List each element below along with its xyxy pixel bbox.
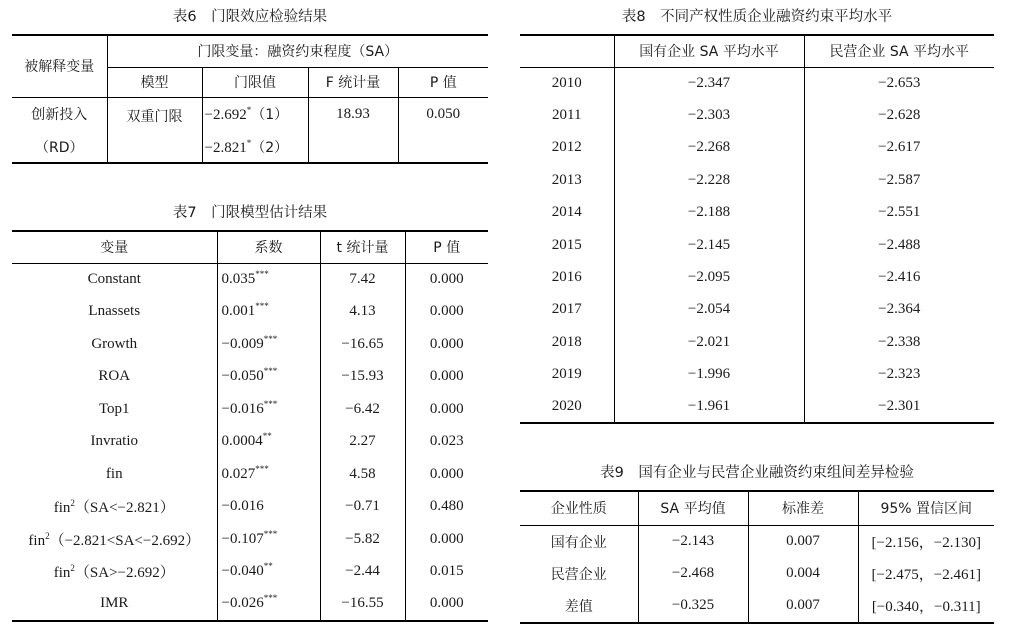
table9 [520, 490, 994, 624]
col-header-confidence-interval: 95% 置信区间 [858, 491, 994, 525]
sa-mean-value: −2.143 [638, 525, 748, 558]
private-sa-value: −2.628 [878, 107, 921, 124]
variable-name: Growth [12, 328, 217, 361]
threshold-variable-header: 门限变量：融资约束程度（SA） [107, 35, 488, 67]
t-statistic-value: 2.27 [320, 426, 405, 459]
table-row [12, 263, 488, 296]
coefficient-value: −0.009*** [217, 328, 320, 361]
soe-sa-value: −2.054 [614, 294, 804, 326]
variable-name: Invratio [12, 426, 217, 459]
table-row [520, 261, 994, 293]
col-header-sa-mean: SA 平均值 [638, 491, 748, 525]
col-header-p-value: P 值 [398, 67, 488, 97]
table-row [520, 525, 994, 558]
table-row [12, 523, 488, 556]
table-row [520, 132, 994, 164]
firm-type-cell: 国有企业 [520, 525, 638, 558]
variable-name: ROA [12, 361, 217, 394]
p-value: 0.000 [429, 303, 464, 320]
col-header-private-sa: 民营企业 SA 平均水平 [804, 35, 994, 67]
variable-name: IMR [12, 588, 217, 621]
table-row [12, 458, 488, 491]
coefficient-value: −0.016 [217, 491, 320, 524]
std-dev-value: 0.007 [748, 590, 858, 623]
year-cell: 2010 [520, 67, 614, 99]
threshold-value-1: −2.692*（1） [202, 97, 308, 131]
soe-sa-value: −2.188 [614, 197, 804, 229]
table6 [12, 34, 488, 164]
table-row [520, 590, 994, 623]
table-row [520, 558, 994, 591]
p-value: 0.000 [429, 335, 464, 352]
soe-sa-value: −2.268 [614, 132, 804, 164]
year-cell: 2014 [520, 197, 614, 229]
variable-name: fin$^2$（SA<−2.821） [12, 491, 217, 524]
sa-mean-value: −2.468 [638, 558, 748, 591]
table-row [520, 67, 994, 99]
year-cell: 2017 [520, 294, 614, 326]
dependent-variable-name: 创新投入 [12, 97, 107, 131]
variable-name: fin [12, 458, 217, 491]
soe-sa-value: −2.145 [614, 229, 804, 261]
soe-sa-value: −2.095 [614, 261, 804, 293]
private-sa-value: −2.364 [878, 301, 921, 318]
confidence-interval-value: [−2.156，−2.130] [871, 535, 981, 551]
table7 [12, 230, 488, 622]
table7-caption: 表7 门限模型估计结果 [172, 205, 328, 221]
table-row [520, 197, 994, 229]
variable-name: fin$^2$（−2.821<SA<−2.692） [12, 523, 217, 556]
col-header-soe-sa: 国有企业 SA 平均水平 [614, 35, 804, 67]
firm-type-cell: 差值 [520, 590, 638, 623]
table-row [520, 99, 994, 131]
variable-name: fin$^2$（SA>−2.692） [12, 556, 217, 589]
p-value: 0.000 [429, 530, 464, 547]
table-row [520, 391, 994, 423]
std-dev-value: 0.004 [748, 558, 858, 591]
table-row [12, 296, 488, 329]
private-sa-value: −2.488 [878, 236, 921, 253]
year-cell: 2013 [520, 164, 614, 196]
table6-caption: 表6 门限效应检验结果 [172, 9, 328, 25]
col-header-t-stat: t 统计量 [320, 231, 405, 263]
p-value: 0.050 [426, 105, 461, 122]
p-value: 0.023 [429, 433, 464, 450]
sa-mean-value: −0.325 [638, 590, 748, 623]
table8 [520, 34, 994, 424]
table-row [520, 359, 994, 391]
col-header-coefficient: 系数 [217, 231, 320, 263]
coefficient-value: −0.016*** [217, 393, 320, 426]
table-row [520, 326, 994, 358]
private-sa-value: −2.301 [804, 391, 994, 423]
table-row [12, 328, 488, 361]
col-header-f-stat: F 统计量 [308, 67, 398, 97]
model-type: 双重门限 [107, 97, 202, 163]
t-statistic-value: 7.42 [320, 263, 405, 296]
table-row [12, 588, 488, 621]
table-row [520, 229, 994, 261]
confidence-interval-value: [−0.340，−0.311] [858, 590, 994, 623]
col-header-std-dev: 标准差 [748, 491, 858, 525]
table-row [520, 164, 994, 196]
coefficient-value: −0.107*** [217, 523, 320, 556]
variable-name: Lnassets [12, 296, 217, 329]
col-header-firm-type: 企业性质 [520, 491, 638, 525]
col-header-threshold: 门限值 [202, 67, 308, 97]
private-sa-value: −2.617 [878, 139, 921, 156]
year-cell: 2019 [520, 359, 614, 391]
p-value: 0.000 [429, 368, 464, 385]
private-sa-value: −2.416 [878, 269, 921, 286]
soe-sa-value: −2.303 [614, 99, 804, 131]
p-value: 0.000 [429, 465, 464, 482]
coefficient-value: 0.001*** [217, 296, 320, 329]
t-statistic-value: −5.82 [320, 523, 405, 556]
year-cell: 2020 [520, 391, 614, 423]
table-row [12, 361, 488, 394]
dependent-variable-abbrev: （RD） [12, 131, 107, 163]
year-cell: 2016 [520, 261, 614, 293]
t-statistic-value: −6.42 [320, 393, 405, 426]
year-cell: 2018 [520, 326, 614, 358]
table9-caption: 表9 国有企业与民营企业融资约束组间差异检验 [600, 465, 914, 481]
dependent-variable-header: 被解释变量 [12, 35, 107, 97]
year-cell: 2012 [520, 132, 614, 164]
soe-sa-value: −1.996 [614, 359, 804, 391]
t-statistic-value: −16.65 [320, 328, 405, 361]
t-statistic-value: −0.71 [320, 491, 405, 524]
t-statistic-value: −2.44 [320, 556, 405, 589]
soe-sa-value: −2.347 [614, 67, 804, 99]
table-row [12, 491, 488, 524]
p-value: 0.000 [429, 271, 464, 287]
private-sa-value: −2.653 [878, 74, 921, 91]
t-statistic-value: 4.58 [320, 458, 405, 491]
threshold-value-2: −2.821*（2） [202, 131, 308, 163]
private-sa-value: −2.338 [878, 333, 921, 350]
coefficient-value: −0.050*** [217, 361, 320, 394]
col-header-variable: 变量 [12, 231, 217, 263]
p-value: 0.015 [429, 563, 464, 580]
coefficient-value: −0.040** [217, 556, 320, 589]
p-value: 0.000 [429, 400, 464, 417]
p-value: 0.480 [429, 498, 464, 515]
f-statistic: 18.93 [308, 97, 398, 131]
year-cell: 2011 [520, 99, 614, 131]
p-value: 0.000 [405, 588, 488, 621]
soe-sa-value: −2.021 [614, 326, 804, 358]
std-dev-value: 0.007 [748, 525, 858, 558]
table-row [520, 294, 994, 326]
col-header-year [520, 35, 614, 67]
t-statistic-value: 4.13 [320, 296, 405, 329]
table-row [12, 426, 488, 459]
variable-name: Constant [12, 263, 217, 296]
col-header-p-value: P 值 [405, 231, 488, 263]
soe-sa-value: −1.961 [614, 391, 804, 423]
col-header-model: 模型 [107, 67, 202, 97]
variable-name: Top1 [12, 393, 217, 426]
table-row [12, 393, 488, 426]
coefficient-value: 0.035*** [217, 263, 320, 296]
private-sa-value: −2.551 [878, 204, 921, 221]
coefficient-value: 0.0004** [217, 426, 320, 459]
soe-sa-value: −2.228 [614, 164, 804, 196]
table8-caption: 表8 不同产权性质企业融资约束平均水平 [621, 9, 893, 25]
t-statistic-value: −15.93 [320, 361, 405, 394]
coefficient-value: 0.027*** [217, 458, 320, 491]
table-row [12, 556, 488, 589]
t-statistic-value: −16.55 [320, 588, 405, 621]
firm-type-cell: 民营企业 [520, 558, 638, 591]
private-sa-value: −2.323 [878, 366, 921, 383]
private-sa-value: −2.587 [878, 171, 921, 188]
coefficient-value: −0.026*** [217, 588, 320, 621]
year-cell: 2015 [520, 229, 614, 261]
confidence-interval-value: [−2.475，−2.461] [871, 567, 981, 584]
